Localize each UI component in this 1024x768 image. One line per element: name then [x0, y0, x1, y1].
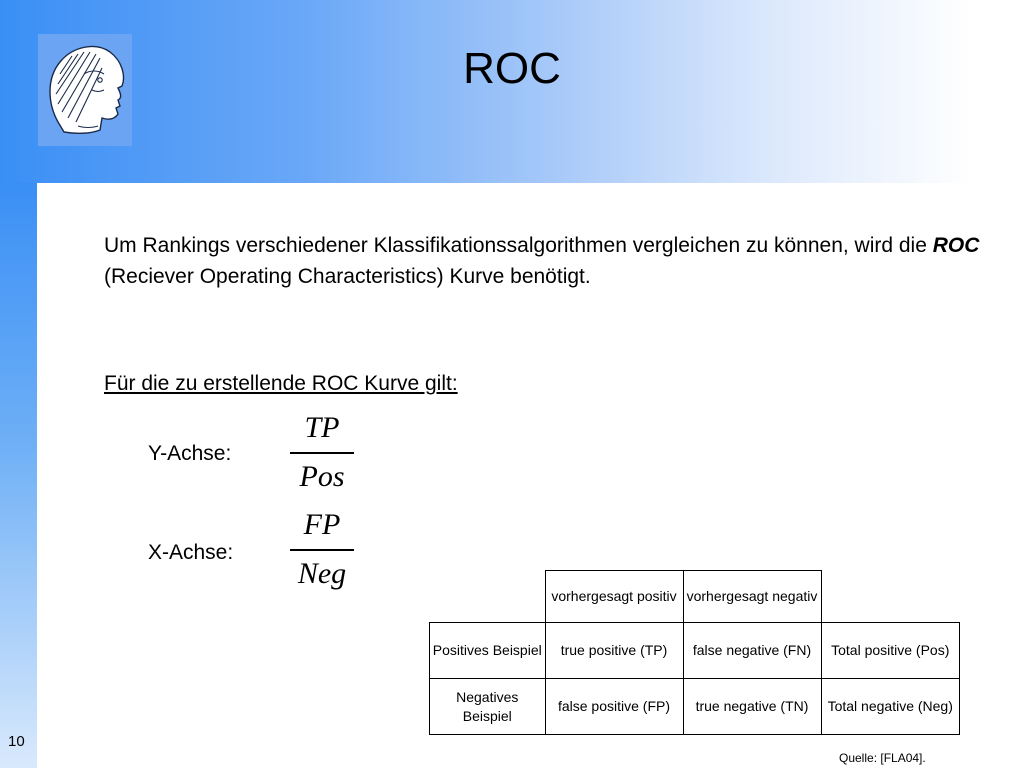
table-empty-cell	[821, 571, 960, 623]
table-header-row	[430, 571, 960, 623]
confusion-matrix-table	[429, 570, 960, 735]
table-row-label: Positives Beispiel	[430, 623, 546, 679]
slide-title: ROC	[463, 44, 561, 93]
table-row	[430, 623, 960, 679]
intro-paragraph	[104, 230, 984, 292]
table-cell: true positive (TP)	[545, 623, 683, 679]
table-header-cell: vorhergesagt negativ	[683, 571, 821, 623]
y-axis-numerator: TP	[304, 411, 340, 444]
subheading: Für die zu erstellende ROC Kurve gilt:	[104, 372, 458, 395]
table-cell: false positive (FP)	[545, 679, 683, 735]
x-axis-denominator: Neg	[297, 557, 347, 590]
intro-text-2: (Reciever Operating Characteristics) Kurve benötigt.	[104, 265, 591, 288]
page-number: 10	[8, 733, 25, 750]
intro-text-1: Um Rankings verschiedener Klassifikationssalgorithmen vergleichen zu können, wird die	[104, 234, 933, 257]
table-cell: Total positive (Pos)	[821, 623, 960, 679]
fraction-bar	[290, 452, 354, 454]
table-header-cell: vorhergesagt positiv	[545, 571, 683, 623]
side-band	[0, 183, 37, 768]
table-corner-cell	[430, 571, 546, 623]
source-citation: Quelle: [FLA04].	[839, 751, 926, 765]
x-axis-numerator: FP	[303, 508, 341, 541]
table-cell: false negative (FN)	[683, 623, 821, 679]
table-cell: true negative (TN)	[683, 679, 821, 735]
x-axis-formula	[290, 508, 354, 591]
intro-emphasis: ROC	[932, 234, 980, 257]
y-axis-label: Y-Achse:	[148, 442, 232, 465]
table-row-label: Negatives Beispiel	[430, 679, 546, 735]
y-axis-formula	[290, 411, 354, 494]
x-axis-label: X-Achse:	[148, 541, 234, 564]
fraction-bar	[290, 549, 354, 551]
table-cell: Total negative (Neg)	[821, 679, 960, 735]
y-axis-denominator: Pos	[299, 460, 345, 493]
table-row	[430, 679, 960, 735]
